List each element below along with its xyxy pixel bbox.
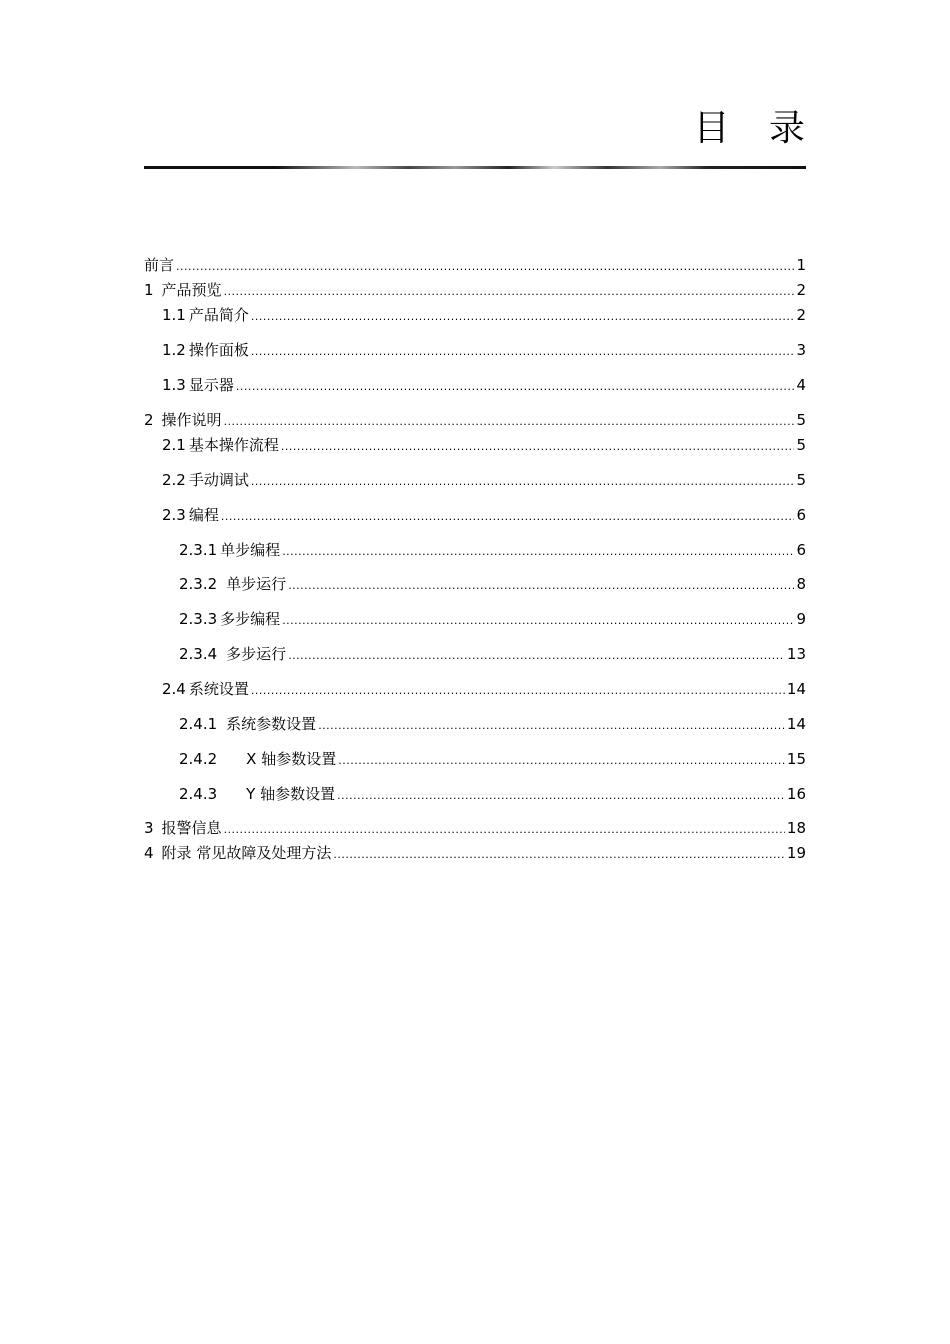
toc-entry-number: 3 xyxy=(144,819,154,837)
toc-entry-number: 2.4.3 xyxy=(179,785,218,803)
toc-entry-label: 编程 xyxy=(188,506,219,524)
toc-entry[interactable] xyxy=(144,784,806,806)
toc-entry-page: 2 xyxy=(796,281,806,299)
toc-entry[interactable] xyxy=(144,843,806,865)
toc-entry-number: 2.2 xyxy=(162,471,186,489)
toc-entry-label: Y 轴参数设置 xyxy=(246,785,336,803)
toc-leader-dots xyxy=(224,412,795,432)
toc-entry-label: X 轴参数设置 xyxy=(246,750,337,768)
toc-entry-label: 单步运行 xyxy=(226,575,287,593)
toc-entry-label: 附录 常见故障及处理方法 xyxy=(161,844,332,862)
toc-entry-page: 6 xyxy=(796,506,806,524)
title-divider xyxy=(144,166,806,169)
toc-entry-page: 4 xyxy=(796,376,806,394)
toc-leader-dots xyxy=(221,507,795,527)
toc-entry-page: 5 xyxy=(796,471,806,489)
toc-entry-page: 14 xyxy=(786,680,806,698)
toc-entry-page: 1 xyxy=(796,256,806,274)
toc-entry-number: 2.3.1 xyxy=(179,541,218,559)
toc-entry-page: 16 xyxy=(786,785,806,803)
toc-entry[interactable] xyxy=(144,410,806,432)
toc-entry-page: 15 xyxy=(786,750,806,768)
toc-entry-label: 产品预览 xyxy=(161,281,222,299)
toc-entry[interactable] xyxy=(144,435,806,457)
toc-leader-dots xyxy=(337,786,785,806)
toc-entry-number: 2.4 xyxy=(162,680,186,698)
toc-entry[interactable] xyxy=(144,340,806,362)
toc-entry-label: 显示器 xyxy=(188,376,234,394)
toc-leader-dots xyxy=(251,342,795,362)
toc-leader-dots xyxy=(251,472,795,492)
toc-leader-dots xyxy=(224,282,795,302)
toc-entry[interactable] xyxy=(144,305,806,327)
toc-entry-page: 8 xyxy=(796,575,806,593)
toc-leader-dots xyxy=(288,646,785,666)
toc-entry-label: 系统设置 xyxy=(188,680,249,698)
toc-entry-label: 前言 xyxy=(144,256,175,274)
toc-entry[interactable] xyxy=(144,540,806,562)
toc-entry-number: 2.4.2 xyxy=(179,750,218,768)
page-title: 目 录 xyxy=(693,108,819,149)
toc-entry-label: 手动调试 xyxy=(188,471,249,489)
toc-entry-number: 1.1 xyxy=(162,306,186,324)
toc-entry-page: 18 xyxy=(786,819,806,837)
toc-entry-page: 5 xyxy=(796,411,806,429)
toc-entry-number: 2.3.4 xyxy=(179,645,218,663)
toc-entry[interactable] xyxy=(144,375,806,397)
toc-entry[interactable] xyxy=(144,749,806,771)
toc-entry-page: 2 xyxy=(796,306,806,324)
toc-leader-dots xyxy=(251,307,795,327)
toc-entry-number: 1.3 xyxy=(162,376,186,394)
toc-entry[interactable] xyxy=(144,574,806,596)
toc-entry-number: 2.3.2 xyxy=(179,575,218,593)
toc-entry[interactable] xyxy=(144,255,806,277)
toc-leader-dots xyxy=(288,576,794,596)
toc-leader-dots xyxy=(318,716,785,736)
toc-leader-dots xyxy=(224,820,785,840)
toc-leader-dots xyxy=(251,681,785,701)
toc-entry-label: 操作面板 xyxy=(188,341,249,359)
toc-leader-dots xyxy=(282,611,794,631)
toc-entry-label: 多步运行 xyxy=(226,645,287,663)
toc-entry-number: 2.3 xyxy=(162,506,186,524)
toc-leader-dots xyxy=(281,437,795,457)
toc-entry-label: 产品简介 xyxy=(188,306,249,324)
toc-entry-page: 9 xyxy=(796,610,806,628)
toc-entry-page: 6 xyxy=(796,541,806,559)
toc-entry[interactable] xyxy=(144,609,806,631)
toc-entry-page: 3 xyxy=(796,341,806,359)
toc-leader-dots xyxy=(236,377,795,397)
toc-entry[interactable] xyxy=(144,280,806,302)
toc-entry-label: 单步编程 xyxy=(220,541,281,559)
toc-entry-number: 1.2 xyxy=(162,341,186,359)
toc-entry[interactable] xyxy=(144,679,806,701)
toc-entry-page: 5 xyxy=(796,436,806,454)
toc-leader-dots xyxy=(338,751,785,771)
toc-entry-number: 2.3.3 xyxy=(179,610,218,628)
toc-entry[interactable] xyxy=(144,644,806,666)
toc-entry-number: 2.1 xyxy=(162,436,186,454)
toc-entry-number: 4 xyxy=(144,844,154,862)
toc-entry-number: 1 xyxy=(144,281,154,299)
toc-entry[interactable] xyxy=(144,714,806,736)
toc-entry[interactable] xyxy=(144,818,806,840)
toc-leader-dots xyxy=(282,542,794,562)
toc-entry-label: 基本操作流程 xyxy=(188,436,279,454)
toc-leader-dots xyxy=(333,845,785,865)
toc-entry[interactable] xyxy=(144,505,806,527)
toc-entry-label: 多步编程 xyxy=(220,610,281,628)
toc-entry-page: 14 xyxy=(786,715,806,733)
toc-leader-dots xyxy=(176,257,794,277)
toc-entry-label: 操作说明 xyxy=(161,411,222,429)
toc-entry[interactable] xyxy=(144,470,806,492)
toc-entry-number: 2.4.1 xyxy=(179,715,218,733)
toc-entry-page: 13 xyxy=(786,645,806,663)
toc-entry-number: 2 xyxy=(144,411,154,429)
toc-entry-page: 19 xyxy=(786,844,806,862)
toc-entry-label: 报警信息 xyxy=(161,819,222,837)
toc-entry-label: 系统参数设置 xyxy=(226,715,317,733)
